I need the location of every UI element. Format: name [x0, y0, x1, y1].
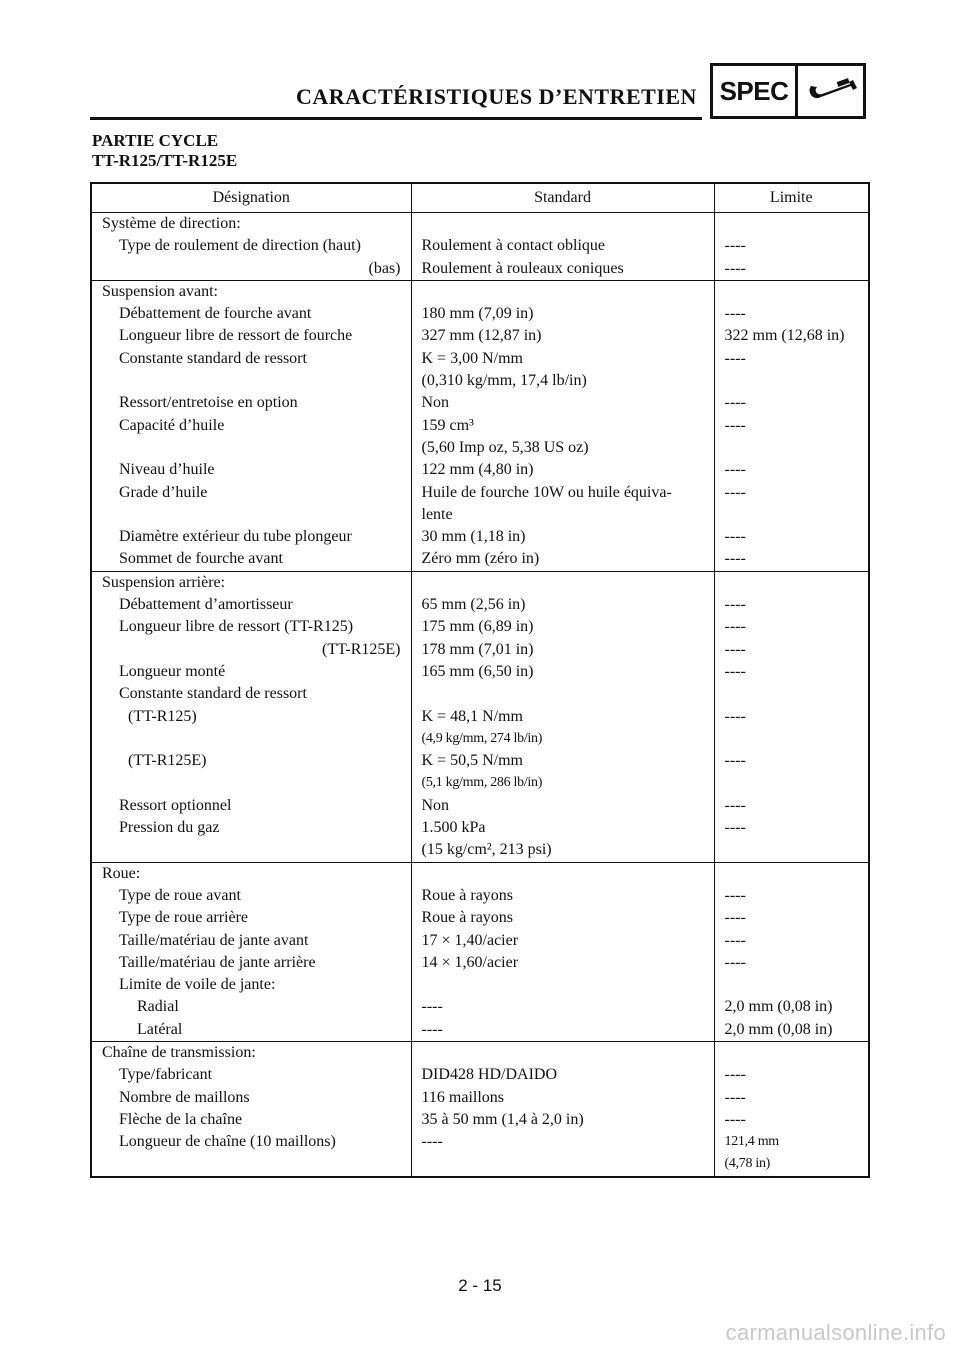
standard-cell	[411, 862, 714, 1041]
designation-cell	[91, 1041, 411, 1176]
row-standard: (15 kg/cm², 213 psi)	[421, 841, 552, 859]
row-limit: ----	[724, 886, 746, 904]
row-limit: ----	[724, 416, 746, 434]
row-limit: ----	[724, 1066, 746, 1084]
row-label: Ressort optionnel	[119, 796, 232, 814]
spec-group	[91, 1041, 869, 1176]
row-standard: Huile de fourche 10W ou huile équiva-	[421, 483, 672, 501]
row-standard: 122 mm (4,80 in)	[421, 461, 534, 479]
row-limit: 2,0 mm (0,08 in)	[724, 1020, 833, 1038]
row-standard: K = 3,00 N/mm	[421, 349, 523, 367]
designation-cell	[91, 213, 411, 281]
row-limit: ----	[724, 237, 746, 255]
row-label: Grade d’huile	[119, 483, 208, 501]
spacer	[725, 370, 865, 392]
spacer	[102, 1153, 407, 1175]
row-label: Capacité d’huile	[119, 416, 225, 434]
spacer	[102, 504, 407, 526]
spacer	[725, 839, 865, 861]
row-label: Débattement d’amortisseur	[119, 596, 293, 614]
limit-cell	[714, 1041, 869, 1176]
row-limit: ----	[724, 394, 746, 412]
row-standard: 175 mm (6,89 in)	[421, 618, 534, 636]
section-title: PARTIE CYCLE	[92, 131, 219, 150]
row-limit: ----	[724, 305, 746, 323]
table-header-row	[91, 183, 869, 213]
watermark: carmanualsonline.info	[725, 1320, 946, 1345]
standard-cell	[411, 571, 714, 862]
spacer	[422, 572, 710, 594]
row-label: Sommet de fourche avant	[119, 550, 283, 568]
spec-badge	[710, 63, 866, 119]
row-label: Taille/matériau de jante avant	[119, 931, 309, 949]
header-standard: Standard	[411, 183, 714, 213]
group-title: Système de direction:	[102, 215, 241, 232]
standard-cell	[411, 1041, 714, 1176]
header-rule	[90, 117, 702, 120]
row-standard: ----	[421, 1133, 443, 1151]
row-label: Flèche de la chaîne	[119, 1110, 243, 1128]
row-label: Limite de voile de jante:	[119, 976, 276, 994]
spec-table-body	[91, 213, 869, 1177]
row-standard: 17 × 1,40/acier	[421, 931, 519, 949]
row-label: Pression du gaz	[119, 819, 220, 837]
row-standard: (0,310 kg/mm, 17,4 lb/in)	[421, 372, 587, 390]
row-label: Type de roue avant	[119, 886, 241, 904]
row-standard: 65 mm (2,56 in)	[421, 596, 526, 614]
spacer	[102, 839, 407, 861]
group-title: Roue:	[102, 864, 141, 882]
spec-group	[91, 571, 869, 862]
row-label: Longueur monté	[119, 662, 226, 680]
limit-cell	[714, 213, 869, 281]
spacer	[725, 1042, 865, 1064]
spacer	[725, 281, 865, 303]
spacer	[725, 863, 865, 885]
row-limit: ----	[724, 1110, 746, 1128]
row-standard: 159 cm³	[421, 416, 474, 434]
standard-cell	[411, 213, 714, 281]
row-label: Constante standard de ressort	[119, 685, 307, 703]
row-label: Longueur libre de ressort de fourche	[119, 327, 353, 345]
row-standard: 14 × 1,60/acier	[421, 953, 519, 971]
row-label: Type/fabricant	[119, 1066, 213, 1084]
row-standard: K = 48,1 N/mm	[421, 707, 523, 725]
row-limit: ----	[724, 618, 746, 636]
row-limit: ----	[724, 752, 746, 770]
spacer	[725, 213, 865, 235]
row-limit: 121,4 mm	[724, 1134, 779, 1150]
spacer	[725, 572, 865, 594]
row-limit: ----	[724, 461, 746, 479]
limit-cell	[714, 571, 869, 862]
spec-label: SPEC	[713, 66, 798, 116]
row-limit: ----	[724, 640, 746, 658]
row-label: Niveau d’huile	[119, 461, 215, 479]
row-standard: Roulement à rouleaux coniques	[421, 259, 624, 277]
row-label: (TT-R125E)	[321, 640, 401, 658]
row-label: Taille/matériau de jante arrière	[119, 953, 316, 971]
row-standard: Non	[421, 394, 450, 412]
row-limit: ----	[724, 550, 746, 568]
row-standard: Roue à rayons	[421, 909, 514, 927]
row-limit: ----	[724, 909, 746, 927]
row-standard: 116 maillons	[421, 1088, 505, 1106]
row-label: Latéral	[137, 1020, 183, 1038]
spec-table	[90, 182, 870, 1178]
row-standard: lente	[421, 505, 453, 523]
limit-cell	[714, 280, 869, 571]
row-limit: ----	[724, 596, 746, 614]
row-standard: (4,9 kg/mm, 274 lb/in)	[421, 730, 543, 746]
row-standard: (5,1 kg/mm, 286 lb/in)	[421, 775, 543, 791]
spacer	[422, 281, 710, 303]
header-designation: Désignation	[91, 183, 411, 213]
spacer	[725, 772, 865, 794]
row-label: Type de roulement de direction (haut)	[119, 237, 361, 255]
row-limit: ----	[724, 259, 746, 277]
row-limit: 2,0 mm (0,08 in)	[724, 998, 833, 1016]
row-standard: 35 à 50 mm (1,4 à 2,0 in)	[421, 1110, 584, 1128]
row-label: (TT-R125)	[128, 707, 197, 725]
model-title: TT-R125/TT-R125E	[92, 151, 238, 170]
spacer	[422, 863, 710, 885]
row-standard: 1.500 kPa	[421, 819, 486, 837]
spacer	[102, 437, 407, 459]
spacer	[725, 728, 865, 750]
row-limit: 322 mm (12,68 in)	[724, 327, 845, 345]
row-standard	[422, 683, 710, 705]
limit-cell	[714, 862, 869, 1041]
spacer	[422, 1153, 710, 1175]
row-standard: 178 mm (7,01 in)	[421, 640, 534, 658]
group-title: Chaîne de transmission:	[102, 1043, 256, 1061]
row-standard: ----	[421, 998, 443, 1016]
row-standard: 327 mm (12,87 in)	[421, 327, 542, 345]
row-label: Constante standard de ressort	[119, 349, 307, 367]
spec-group	[91, 213, 869, 281]
row-limit: ----	[724, 953, 746, 971]
spec-group	[91, 280, 869, 571]
row-standard: (5,60 Imp oz, 5,38 US oz)	[421, 438, 589, 456]
row-limit: ----	[724, 931, 746, 949]
spacer	[102, 728, 407, 750]
designation-cell	[91, 280, 411, 571]
row-limit: ----	[724, 796, 746, 814]
row-standard: ----	[421, 1020, 443, 1038]
row-standard: Roue à rayons	[421, 886, 514, 904]
row-limit	[725, 683, 865, 705]
row-limit: ----	[724, 349, 746, 367]
row-standard	[422, 974, 710, 996]
row-label: Ressort/entretoise en option	[119, 394, 298, 412]
spec-group	[91, 862, 869, 1041]
page-number: 2 - 15	[458, 1276, 502, 1295]
page-header-title: CARACTÉRISTIQUES D’ENTRETIEN	[296, 84, 697, 109]
row-limit: ----	[724, 1088, 746, 1106]
spacer	[102, 370, 407, 392]
row-limit: (4,78 in)	[724, 1156, 771, 1172]
row-limit: ----	[724, 483, 746, 501]
row-standard: Roulement à contact oblique	[421, 237, 605, 255]
spacer	[725, 504, 865, 526]
row-limit: ----	[724, 662, 746, 680]
row-limit: ----	[724, 707, 746, 725]
row-label: Radial	[137, 998, 179, 1016]
row-standard: 30 mm (1,18 in)	[421, 528, 526, 546]
row-limit	[725, 974, 865, 996]
row-standard: K = 50,5 N/mm	[421, 752, 523, 770]
row-label: (bas)	[368, 259, 401, 277]
spacer	[725, 437, 865, 459]
group-title: Suspension avant:	[102, 282, 218, 300]
row-label: Diamètre extérieur du tube plongeur	[119, 528, 352, 546]
spacer	[102, 772, 407, 794]
row-limit: ----	[724, 528, 746, 546]
row-standard: DID428 HD/DAIDO	[421, 1066, 558, 1084]
designation-cell	[91, 571, 411, 862]
row-limit: ----	[724, 819, 746, 837]
row-label: Longueur libre de ressort (TT-R125)	[119, 618, 354, 636]
row-label: Longueur de chaîne (10 maillons)	[119, 1133, 336, 1151]
row-label: Type de roue arrière	[119, 909, 249, 927]
spacer	[422, 1042, 710, 1064]
row-standard: Non	[421, 796, 450, 814]
row-standard: 180 mm (7,09 in)	[421, 305, 534, 323]
header-limit: Limite	[714, 183, 869, 213]
standard-cell	[411, 280, 714, 571]
group-title: Suspension arrière:	[102, 573, 226, 591]
row-label: (TT-R125E)	[128, 752, 207, 770]
row-standard: 165 mm (6,50 in)	[421, 662, 534, 680]
spacer	[422, 213, 710, 235]
row-standard: Zéro mm (zéro in)	[421, 550, 540, 568]
row-label: Nombre de maillons	[119, 1088, 250, 1106]
row-label: Débattement de fourche avant	[119, 305, 312, 323]
chassis-icon	[798, 66, 863, 116]
designation-cell	[91, 862, 411, 1041]
